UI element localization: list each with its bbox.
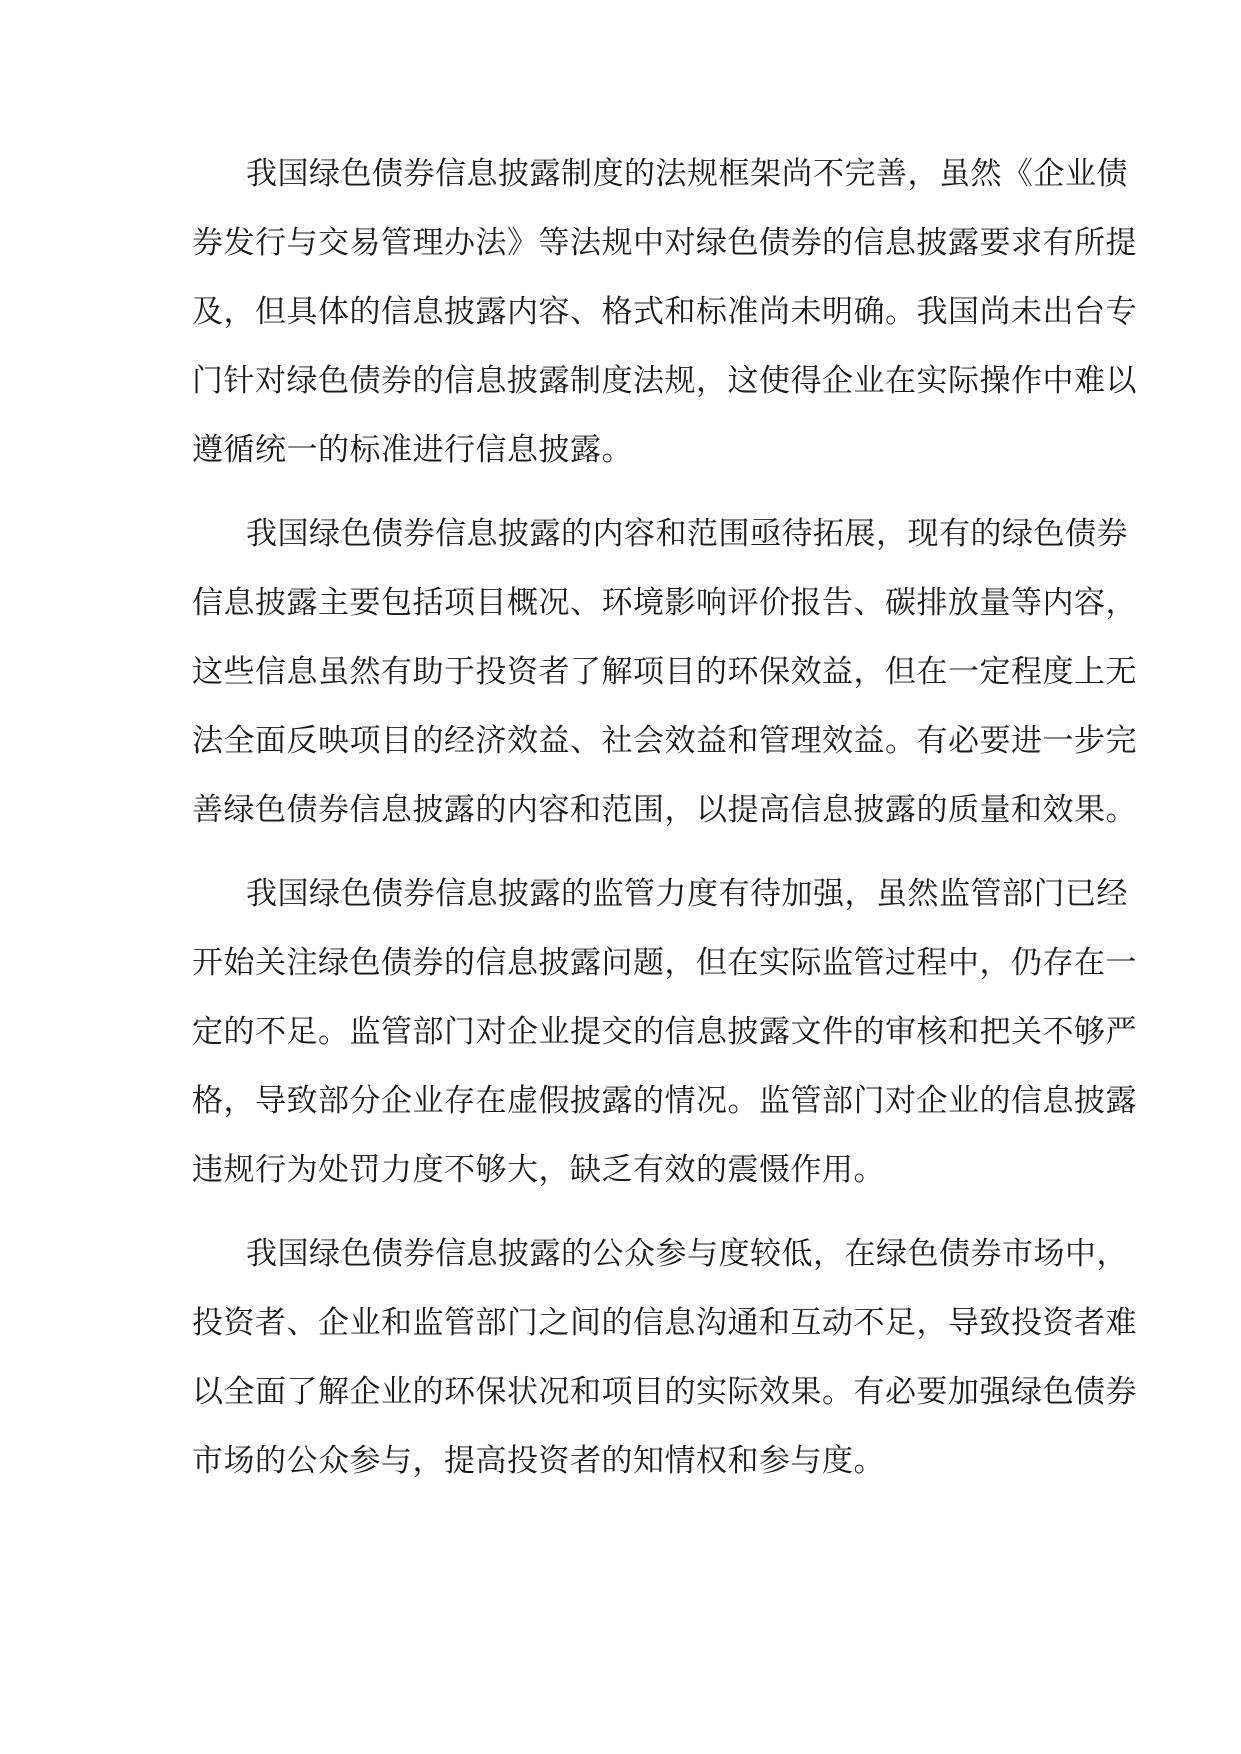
text-line: 信息披露主要包括项目概况、环境影响评价报告、碳排放量等内容， (192, 585, 1137, 621)
paragraph-public-participation (192, 1220, 1137, 1496)
text-line: 以全面了解企业的环保状况和项目的实际效果。有必要加强绿色债券 (192, 1374, 1137, 1410)
text-line: 及，但具体的信息披露内容、格式和标准尚未明确。我国尚未出台专 (192, 294, 1137, 330)
text-line: 开始关注绿色债券的信息披露问题，但在实际监管过程中，仍存在一 (192, 945, 1137, 981)
text-line: 这些信息虽然有助于投资者了解项目的环保效益，但在一定程度上无 (192, 654, 1137, 690)
text-line: 善绿色债券信息披露的内容和范围，以提高信息披露的质量和效果。 (192, 792, 1137, 828)
text-line: 我国绿色债券信息披露的监管力度有待加强，虽然监管部门已经 (246, 876, 1128, 912)
paragraph-regulatory-framework (192, 140, 1137, 485)
paragraph-supervision (192, 860, 1137, 1205)
document-body (192, 140, 1137, 1496)
text-line: 投资者、企业和监管部门之间的信息沟通和互动不足，导致投资者难 (192, 1305, 1137, 1341)
text-line: 门针对绿色债券的信息披露制度法规，这使得企业在实际操作中难以 (192, 363, 1137, 399)
text-line: 法全面反映项目的经济效益、社会效益和管理效益。有必要进一步完 (192, 723, 1137, 759)
text-line: 市场的公众参与，提高投资者的知情权和参与度。 (192, 1443, 885, 1479)
paragraph-content-scope (192, 500, 1137, 845)
text-line: 违规行为处罚力度不够大，缺乏有效的震慑作用。 (192, 1152, 885, 1188)
text-line: 定的不足。监管部门对企业提交的信息披露文件的审核和把关不够严 (192, 1014, 1137, 1050)
text-line: 遵循统一的标准进行信息披露。 (192, 432, 633, 468)
text-line: 券发行与交易管理办法》等法规中对绿色债券的信息披露要求有所提 (192, 225, 1137, 261)
text-line: 格，导致部分企业存在虚假披露的情况。监管部门对企业的信息披露 (192, 1083, 1137, 1119)
text-line: 我国绿色债券信息披露的内容和范围亟待拓展，现有的绿色债券 (246, 516, 1128, 552)
text-line: 我国绿色债券信息披露制度的法规框架尚不完善，虽然《企业债 (246, 156, 1128, 192)
text-line: 我国绿色债券信息披露的公众参与度较低，在绿色债券市场中， (246, 1236, 1128, 1272)
